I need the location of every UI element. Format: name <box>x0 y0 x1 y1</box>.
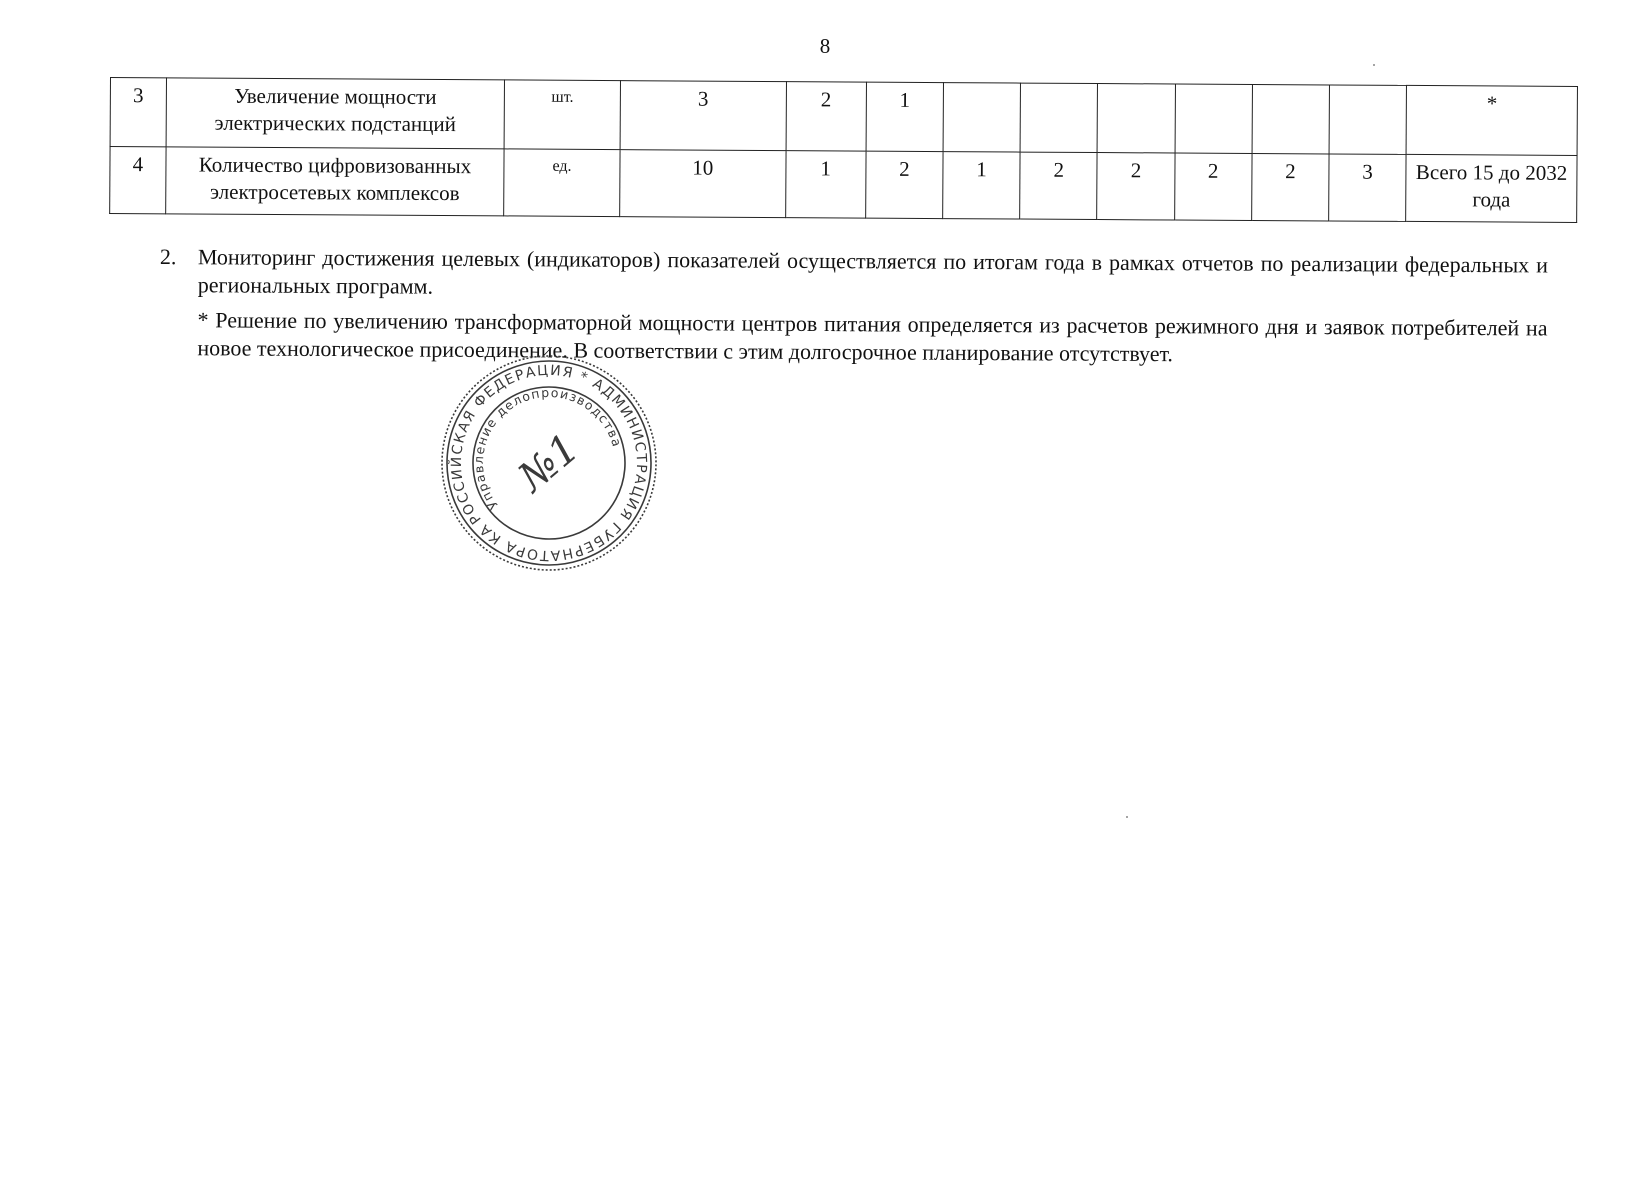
year-value-cell: 2 <box>1251 153 1329 220</box>
year-value-cell: 1 <box>943 152 1021 219</box>
indicator-name-line: электросетевых комплексов <box>210 179 460 206</box>
year-value-cell: 3 <box>1329 154 1407 221</box>
year-value-cell: 2 <box>1174 153 1252 220</box>
table-row <box>110 78 1577 156</box>
indicator-name-line: Увеличение мощности <box>234 83 437 109</box>
indicators-table-wrap <box>109 77 1578 223</box>
base-value-cell: 3 <box>620 81 786 151</box>
year-value-cell: 1 <box>785 151 866 218</box>
year-value-cell <box>1097 84 1175 153</box>
indicator-name-line: Количество цифровизованных <box>198 152 472 179</box>
official-seal-stamp <box>438 352 660 574</box>
year-value-cell <box>943 83 1021 152</box>
note-cell: Всего 15 до 2032 года <box>1406 154 1577 222</box>
indicator-name-line: электрических подстанций <box>214 110 456 137</box>
note-text: Мониторинг достижения целевых (индикаторов) показателей осуществляется по итогам года в рамках отчетов по реализации федеральных и региональных программ. <box>197 244 1548 299</box>
year-value-cell: 2 <box>1020 152 1098 219</box>
year-value-cell <box>1252 84 1330 153</box>
notes-section <box>159 243 1548 370</box>
indicators-table <box>109 77 1578 223</box>
seal-center-text: №1 <box>509 425 589 501</box>
year-value-cell: 2 <box>786 82 867 151</box>
page-number: 8 <box>819 34 831 58</box>
row-number: 3 <box>110 78 166 147</box>
unit-cell: шт. <box>504 80 620 150</box>
seal-outer-text: РОССИЙСКАЯ ФЕДЕРАЦИЯ * АДМИНИСТРАЦИЯ ГУБЕРНАТОРА КАЛУЖСКОЙ <box>448 362 650 564</box>
base-value-cell: 10 <box>620 150 786 218</box>
seal-icon <box>438 352 660 574</box>
year-value-cell <box>1020 83 1098 152</box>
year-value-cell <box>1329 85 1407 154</box>
indicator-name <box>166 78 505 149</box>
indicator-name <box>166 147 505 216</box>
seal-inner-text: Управление делопроизводства <box>470 384 625 513</box>
note-number: 2. <box>159 243 177 270</box>
footnote: * Решение по увеличению трансформаторной мощности центров питания определяется из расчетов режимного дня и заявок потребителей на новое технологическое присоединение. В соответствии с этим долгосрочное планирование отсутствует. <box>197 307 1548 367</box>
note-item-2 <box>160 243 1548 307</box>
unit-cell: ед. <box>504 149 620 217</box>
year-value-cell <box>1175 84 1253 153</box>
row-number: 4 <box>110 147 166 214</box>
table-row <box>110 147 1577 223</box>
year-value-cell: 2 <box>865 151 943 218</box>
year-value-cell: 1 <box>866 82 944 151</box>
note-cell: * <box>1406 85 1577 155</box>
year-value-cell: 2 <box>1097 153 1175 220</box>
scan-speck <box>1373 64 1375 66</box>
scan-speck <box>1126 816 1128 818</box>
